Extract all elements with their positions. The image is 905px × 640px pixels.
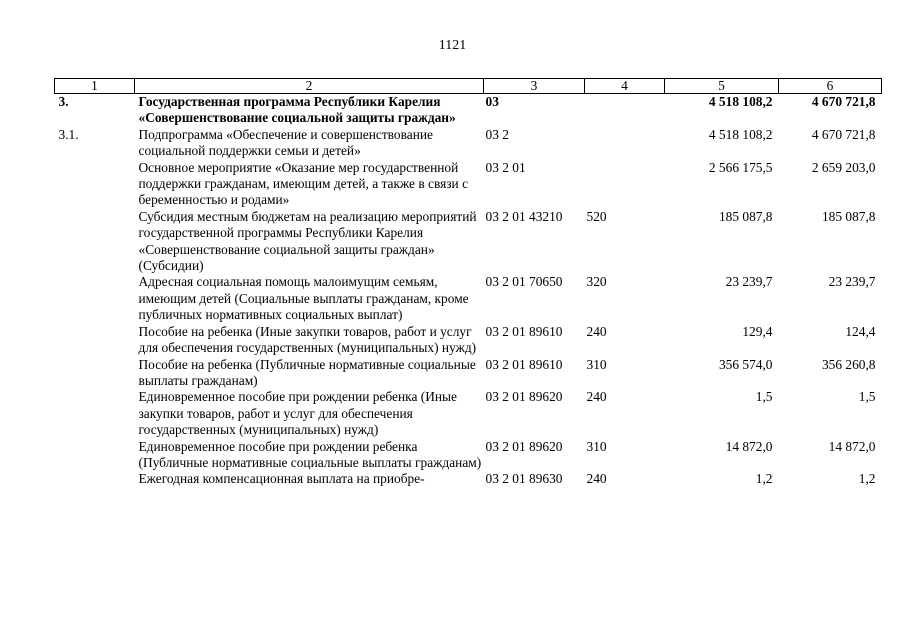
table-row xyxy=(55,389,882,438)
row-expense-type: 310 xyxy=(586,356,607,372)
row-number xyxy=(55,357,135,390)
table-row xyxy=(55,274,882,323)
table-row xyxy=(55,324,882,357)
row-number xyxy=(55,471,135,487)
table-row xyxy=(55,127,882,160)
row-amount-1: 185 087,8 xyxy=(718,208,773,224)
row-name: Пособие на ребенка (Публичные нормативные социальные выплаты гражданам) xyxy=(138,356,476,388)
table-row xyxy=(55,94,882,127)
row-name: Единовременное пособие при рождении ребенка (Иные закупки товаров, работ и услуг для обеспечения государственных (муниципальных) нужд) xyxy=(138,389,457,438)
table-row xyxy=(55,471,882,487)
row-amount-2: 124,4 xyxy=(845,323,876,339)
row-amount-1: 4 518 108,2 xyxy=(708,94,773,109)
row-amount-2: 185 087,8 xyxy=(821,208,876,224)
row-code: 03 2 01 89620 xyxy=(485,438,563,454)
row-expense-type: 310 xyxy=(586,438,607,454)
row-number xyxy=(55,274,135,323)
header-col-4: 4 xyxy=(585,79,665,94)
row-expense-type: 240 xyxy=(586,389,607,405)
budget-table xyxy=(54,78,882,488)
row-expense-type: 240 xyxy=(586,323,607,339)
row-amount-2: 1,5 xyxy=(858,389,876,405)
row-name: Субсидия местным бюджетам на реализацию мероприятий государственной программы Республики Карелия «Совершенствование социальной защиты граждан» (Субсидии) xyxy=(138,208,477,274)
row-amount-1: 14 872,0 xyxy=(725,438,773,454)
row-expense-type xyxy=(585,94,665,127)
row-amount-2: 23 239,7 xyxy=(828,274,876,290)
row-name: Государственная программа Республики Карелия «Совершенствование социальной защиты граждан» xyxy=(138,94,456,126)
row-code: 03 2 01 43210 xyxy=(485,208,563,224)
row-name: Адресная социальная помощь малоимущим семьям, имеющим детей (Социальные выплаты гражданам, кроме публичных нормативных социальных выплат) xyxy=(138,274,469,323)
row-number xyxy=(55,324,135,357)
row-number xyxy=(55,160,135,209)
header-col-6: 6 xyxy=(779,79,882,94)
row-name: Основное мероприятие «Оказание мер государственной поддержки гражданам, имеющим детей, а также в связи с беременностью и родами» xyxy=(138,159,469,208)
row-amount-2: 356 260,8 xyxy=(821,356,876,372)
table-body xyxy=(55,94,882,488)
table-row xyxy=(55,160,882,209)
row-amount-2: 14 872,0 xyxy=(828,438,876,454)
row-expense-type: 240 xyxy=(586,471,607,487)
row-code: 03 2 01 xyxy=(485,159,526,175)
table-header xyxy=(55,79,882,94)
row-number xyxy=(55,209,135,275)
row-amount-1: 4 518 108,2 xyxy=(708,126,773,142)
header-col-3: 3 xyxy=(484,79,585,94)
row-code: 03 2 01 89620 xyxy=(485,389,563,405)
row-code: 03 xyxy=(485,94,499,109)
row-name: Пособие на ребенка (Иные закупки товаров, работ и услуг для обеспечения государственных (муниципальных) нужд) xyxy=(138,323,477,356)
row-code: 03 2 01 89610 xyxy=(485,323,563,339)
row-amount-1: 1,5 xyxy=(755,389,773,405)
row-number xyxy=(55,439,135,472)
row-code: 03 2 01 89630 xyxy=(485,471,563,487)
row-expense-type xyxy=(585,160,665,209)
row-name: Единовременное пособие при рождении ребенка (Публичные нормативные социальные выплаты гражданам) xyxy=(138,438,482,470)
row-expense-type: 520 xyxy=(586,208,607,224)
row-amount-1: 23 239,7 xyxy=(725,274,773,290)
row-number: 3. xyxy=(58,94,69,109)
row-amount-1: 129,4 xyxy=(742,323,773,339)
row-amount-1: 1,2 xyxy=(755,471,773,487)
header-row xyxy=(55,79,882,94)
table-row xyxy=(55,357,882,390)
row-amount-2: 4 670 721,8 xyxy=(811,94,876,109)
table-row xyxy=(55,209,882,275)
row-amount-1: 356 574,0 xyxy=(718,356,773,372)
row-expense-type xyxy=(585,127,665,160)
row-name: Подпрограмма «Обеспечение и совершенствование социальной поддержки семьи и детей» xyxy=(138,126,433,159)
row-number xyxy=(55,389,135,438)
row-expense-type: 320 xyxy=(586,274,607,290)
row-code: 03 2 01 70650 xyxy=(485,274,563,290)
page-number: 1121 xyxy=(438,38,467,53)
row-amount-2: 2 659 203,0 xyxy=(811,159,876,175)
row-amount-2: 1,2 xyxy=(858,471,876,487)
header-col-1: 1 xyxy=(55,79,135,94)
row-amount-2: 4 670 721,8 xyxy=(811,126,876,142)
header-col-5: 5 xyxy=(665,79,779,94)
header-col-2: 2 xyxy=(135,79,484,94)
row-number: 3.1. xyxy=(58,126,79,142)
row-amount-1: 2 566 175,5 xyxy=(708,159,773,175)
table-row xyxy=(55,439,882,472)
row-code: 03 2 01 89610 xyxy=(485,356,563,372)
row-code: 03 2 xyxy=(485,126,509,142)
row-name: Ежегодная компенсационная выплата на приобре- xyxy=(138,471,425,487)
